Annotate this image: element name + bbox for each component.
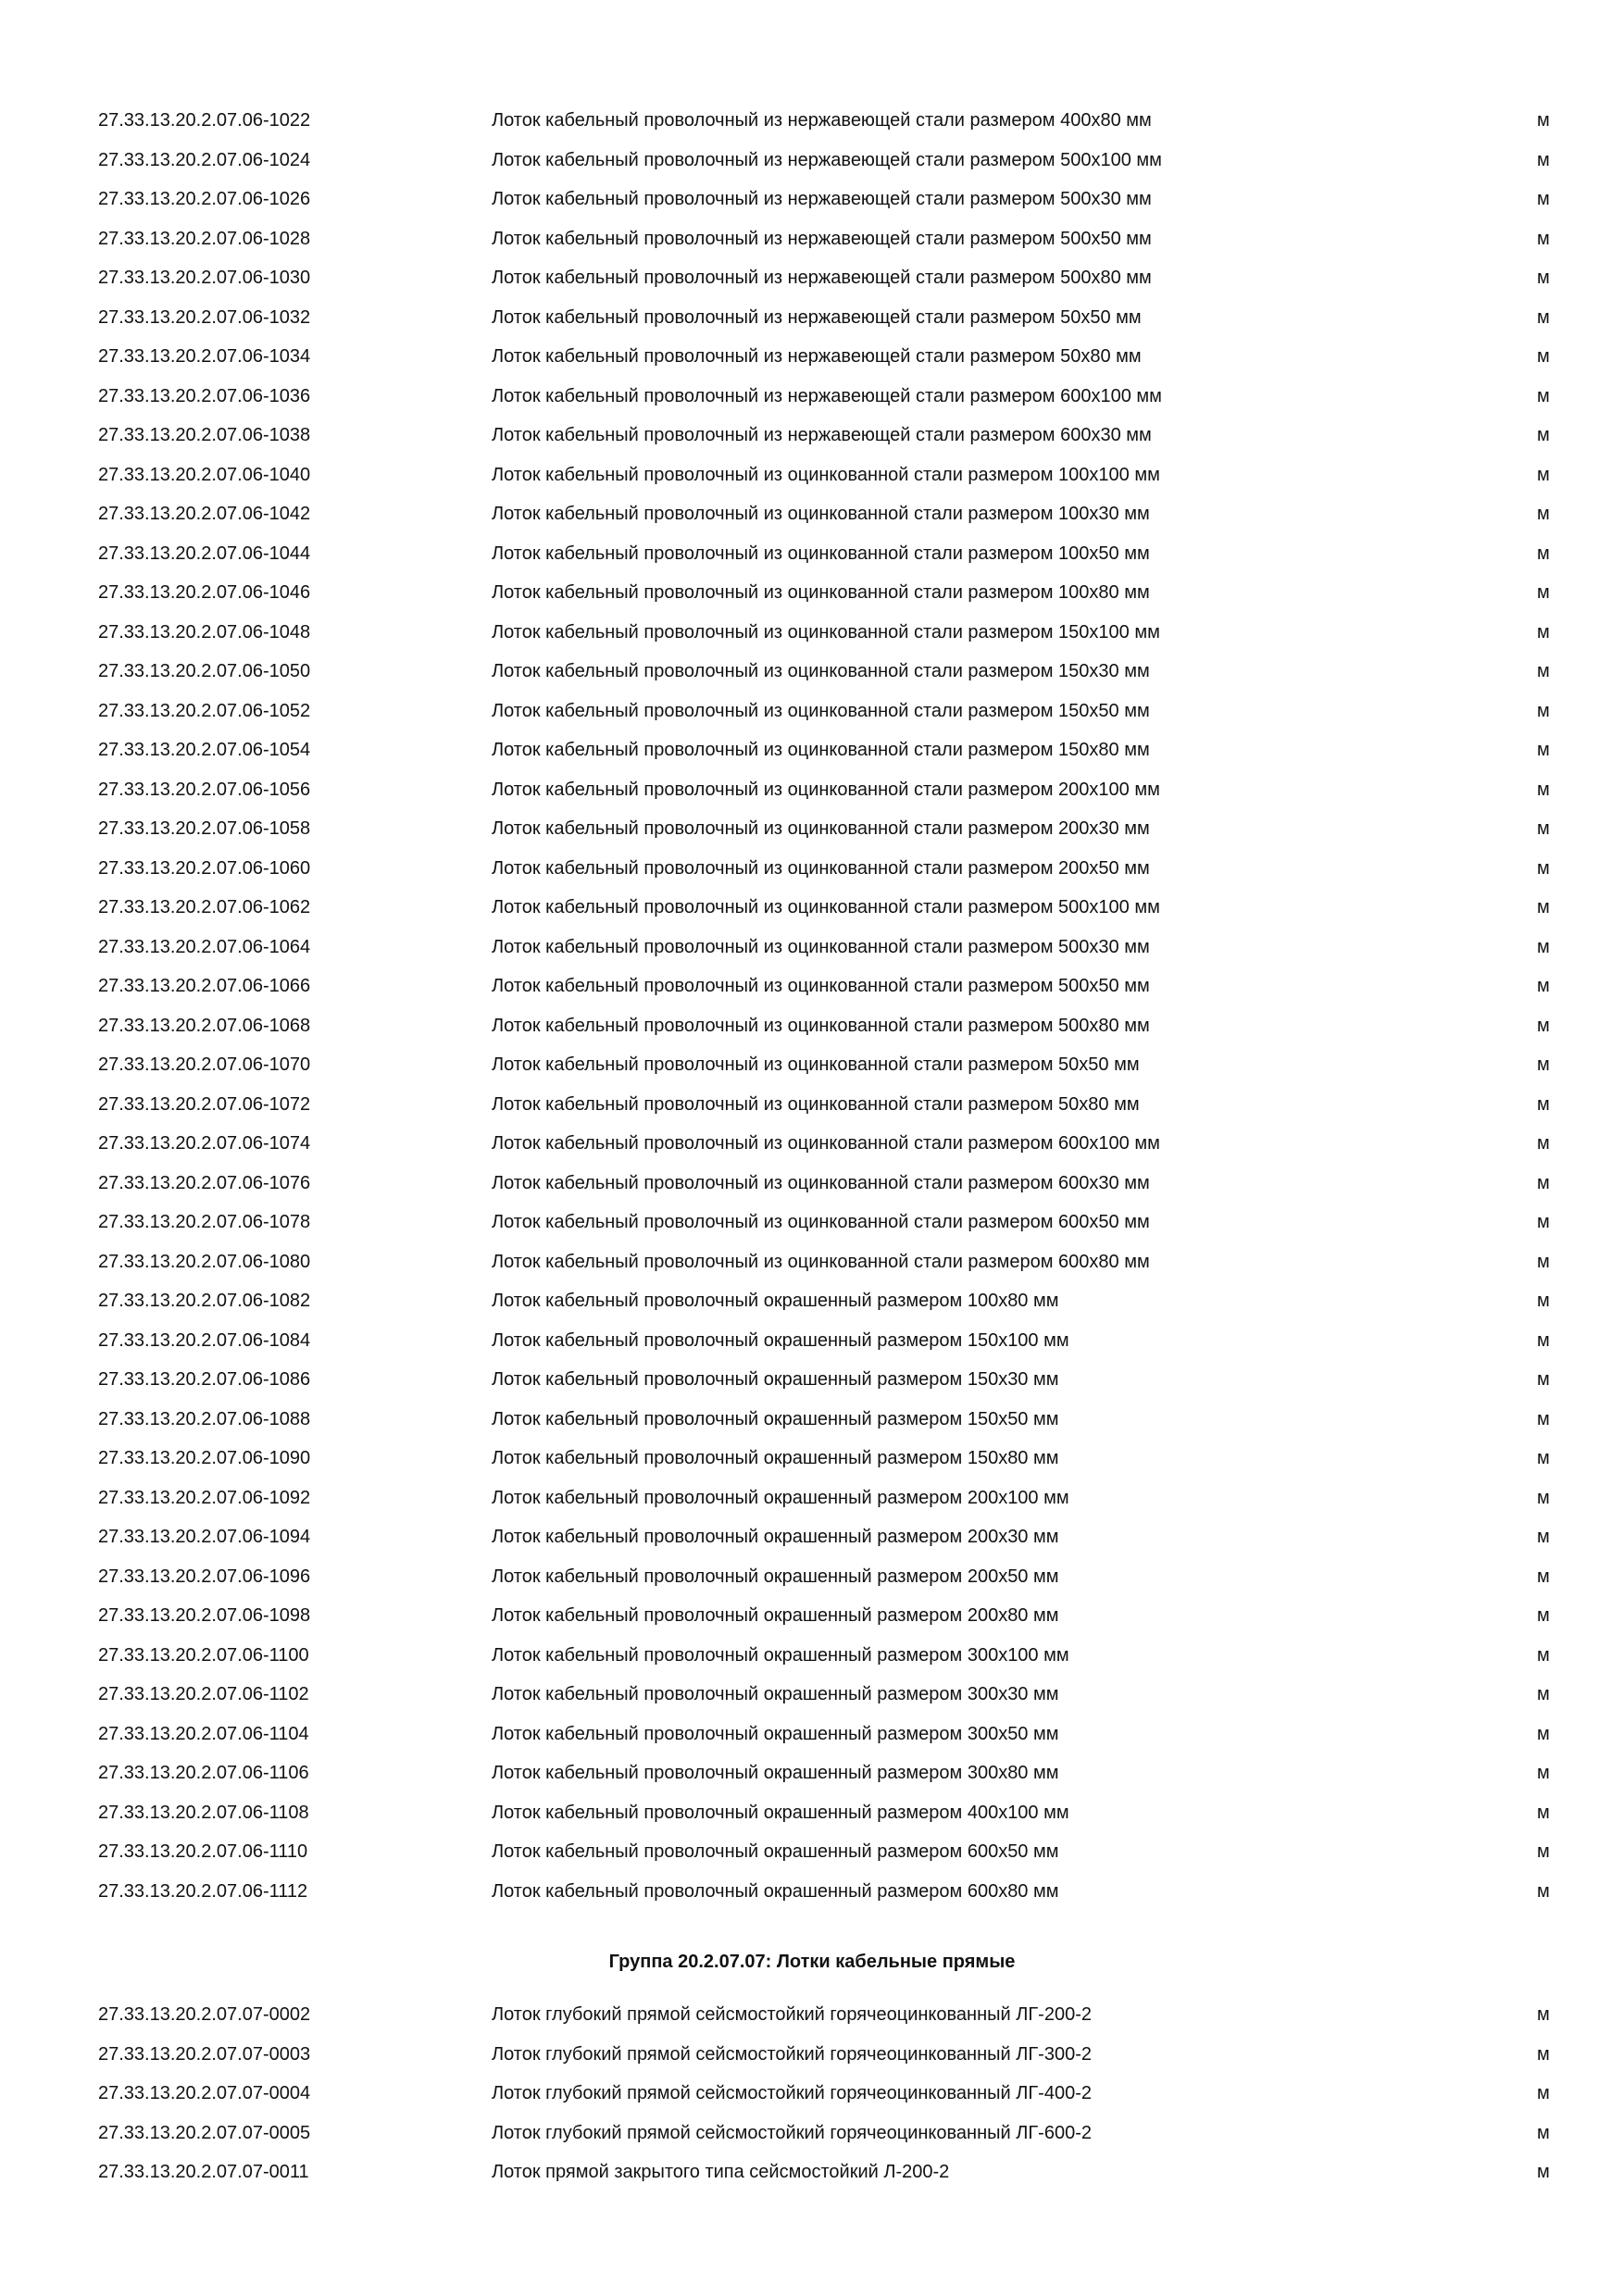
item-name: Лоток кабельный проволочный из нержавеющей стали размером 500х30 мм <box>492 189 1152 209</box>
item-unit: м <box>1537 2004 1550 2025</box>
table-row <box>0 1203 1624 1242</box>
item-code: 27.33.13.20.2.07.06-1108 <box>98 1802 309 1823</box>
item-name: Лоток кабельный проволочный из нержавеющей стали размером 50х80 мм <box>492 346 1142 367</box>
item-unit: м <box>1537 1566 1550 1587</box>
item-code: 27.33.13.20.2.07.06-1064 <box>98 936 311 957</box>
item-name: Лоток кабельный проволочный из оцинкованной стали размером 500х100 мм <box>492 897 1160 917</box>
item-unit: м <box>1537 1408 1550 1429</box>
item-code: 27.33.13.20.2.07.07-0005 <box>98 2122 311 2143</box>
item-name: Лоток кабельный проволочный окрашенный размером 200х50 мм <box>492 1566 1059 1587</box>
item-name: Лоток кабельный проволочный окрашенный размером 200х30 мм <box>492 1527 1059 1547</box>
item-name: Лоток кабельный проволочный из нержавеющей стали размером 600х30 мм <box>492 425 1152 445</box>
item-name: Лоток кабельный проволочный из нержавеющей стали размером 500х80 мм <box>492 268 1152 288</box>
item-code: 27.33.13.20.2.07.06-1092 <box>98 1487 311 1508</box>
table-row <box>0 652 1624 692</box>
item-unit: м <box>1537 740 1550 760</box>
item-name: Лоток глубокий прямой сейсмостойкий горячеоцинкованный ЛГ-400-2 <box>492 2083 1092 2103</box>
item-unit: м <box>1537 425 1550 445</box>
item-code: 27.33.13.20.2.07.06-1040 <box>98 464 311 485</box>
item-code: 27.33.13.20.2.07.06-1100 <box>98 1644 309 1666</box>
table-row <box>0 1596 1624 1636</box>
item-name: Лоток кабельный проволочный из оцинкованной стали размером 600х50 мм <box>492 1212 1150 1232</box>
table-row <box>0 377 1624 417</box>
group-heading: Группа 20.2.07.07: Лотки кабельные прямые <box>608 1952 1016 1972</box>
item-name: Лоток кабельный проволочный из оцинкованной стали размером 100х50 мм <box>492 543 1150 564</box>
table-row <box>0 1675 1624 1715</box>
item-code: 27.33.13.20.2.07.06-1022 <box>98 110 311 131</box>
item-unit: м <box>1537 268 1550 288</box>
table-row <box>0 770 1624 810</box>
table-row <box>0 2074 1624 2114</box>
item-unit: м <box>1537 1133 1550 1154</box>
item-unit: м <box>1537 1015 1550 1036</box>
item-list-group-06 <box>0 101 1624 1911</box>
table-row <box>0 1045 1624 1085</box>
item-name: Лоток кабельный проволочный из оцинкованной стали размером 200х100 мм <box>492 779 1160 800</box>
table-row <box>0 928 1624 967</box>
item-unit: м <box>1537 582 1550 603</box>
item-code: 27.33.13.20.2.07.06-1046 <box>98 582 311 603</box>
item-name: Лоток прямой закрытого типа сейсмостойкий Л-200-2 <box>492 2162 950 2182</box>
table-row <box>0 180 1624 219</box>
item-unit: м <box>1537 1093 1550 1115</box>
item-name: Лоток глубокий прямой сейсмостойкий горячеоцинкованный ЛГ-200-2 <box>492 2004 1092 2025</box>
item-name: Лоток кабельный проволочный окрашенный размером 100х80 мм <box>492 1291 1059 1311</box>
item-name: Лоток кабельный проволочный окрашенный размером 300х30 мм <box>492 1684 1059 1704</box>
item-unit: м <box>1537 1841 1550 1862</box>
table-row <box>0 849 1624 889</box>
item-code: 27.33.13.20.2.07.07-0011 <box>98 2162 309 2182</box>
item-unit: м <box>1537 2162 1550 2182</box>
item-code: 27.33.13.20.2.07.06-1074 <box>98 1133 311 1154</box>
item-code: 27.33.13.20.2.07.06-1104 <box>98 1723 309 1744</box>
table-row <box>0 2035 1624 2075</box>
item-name: Лоток кабельный проволочный из оцинкованной стали размером 600х100 мм <box>492 1133 1160 1154</box>
item-unit: м <box>1537 189 1550 209</box>
item-unit: м <box>1537 936 1550 957</box>
table-row <box>0 258 1624 298</box>
item-unit: м <box>1537 1802 1550 1823</box>
item-code: 27.33.13.20.2.07.06-1034 <box>98 346 311 367</box>
table-row <box>0 1085 1624 1125</box>
item-unit: м <box>1537 2122 1550 2143</box>
item-code: 27.33.13.20.2.07.06-1066 <box>98 976 311 996</box>
item-name: Лоток кабельный проволочный из оцинкованной стали размером 500х50 мм <box>492 976 1150 996</box>
table-row <box>0 1281 1624 1321</box>
item-name: Лоток кабельный проволочный окрашенный размером 200х100 мм <box>492 1487 1069 1508</box>
item-code: 27.33.13.20.2.07.06-1112 <box>98 1880 308 1902</box>
item-name: Лоток кабельный проволочный из оцинкованной стали размером 50х50 мм <box>492 1054 1140 1075</box>
item-code: 27.33.13.20.2.07.06-1036 <box>98 385 311 406</box>
item-unit: м <box>1537 1251 1550 1272</box>
item-unit: м <box>1537 976 1550 996</box>
item-code: 27.33.13.20.2.07.06-1030 <box>98 268 311 288</box>
table-row <box>0 1517 1624 1557</box>
table-row <box>0 1872 1624 1912</box>
table-row <box>0 1793 1624 1833</box>
item-code: 27.33.13.20.2.07.06-1024 <box>98 149 311 170</box>
item-name: Лоток кабельный проволочный окрашенный размером 600х50 мм <box>492 1841 1059 1862</box>
item-code: 27.33.13.20.2.07.06-1096 <box>98 1566 311 1587</box>
item-name: Лоток глубокий прямой сейсмостойкий горячеоцинкованный ЛГ-600-2 <box>492 2122 1092 2143</box>
item-unit: м <box>1537 621 1550 643</box>
table-row <box>0 1360 1624 1400</box>
table-row <box>0 613 1624 653</box>
table-row <box>0 101 1624 141</box>
item-code: 27.33.13.20.2.07.06-1038 <box>98 425 311 445</box>
item-name: Лоток кабельный проволочный из нержавеющей стали размером 500х100 мм <box>492 149 1162 170</box>
item-code: 27.33.13.20.2.07.06-1094 <box>98 1527 311 1547</box>
table-row <box>0 888 1624 928</box>
item-unit: м <box>1537 897 1550 917</box>
item-unit: м <box>1537 1684 1550 1704</box>
item-list-group-07 <box>0 1995 1624 2192</box>
item-code: 27.33.13.20.2.07.06-1070 <box>98 1054 311 1075</box>
item-unit: м <box>1537 779 1550 800</box>
item-name: Лоток кабельный проволочный окрашенный размером 150х80 мм <box>492 1448 1059 1468</box>
table-row <box>0 1636 1624 1676</box>
item-unit: м <box>1537 346 1550 367</box>
table-row <box>0 219 1624 259</box>
item-code: 27.33.13.20.2.07.06-1090 <box>98 1448 311 1468</box>
item-code: 27.33.13.20.2.07.06-1050 <box>98 661 311 681</box>
item-code: 27.33.13.20.2.07.06-1062 <box>98 897 311 917</box>
item-unit: м <box>1537 1527 1550 1547</box>
table-row <box>0 2114 1624 2153</box>
item-name: Лоток кабельный проволочный из оцинкованной стали размером 150х100 мм <box>492 621 1160 643</box>
table-row <box>0 1439 1624 1479</box>
item-name: Лоток кабельный проволочный из оцинкованной стали размером 500х30 мм <box>492 936 1150 957</box>
item-code: 27.33.13.20.2.07.06-1086 <box>98 1369 311 1390</box>
table-row <box>0 298 1624 338</box>
item-name: Лоток кабельный проволочный из оцинкованной стали размером 100х80 мм <box>492 582 1150 603</box>
item-unit: м <box>1537 1369 1550 1390</box>
item-unit: м <box>1537 2083 1550 2103</box>
table-row <box>0 1995 1624 2035</box>
item-name: Лоток кабельный проволочный из оцинкованной стали размером 150х80 мм <box>492 740 1150 760</box>
table-row <box>0 1400 1624 1440</box>
item-code: 27.33.13.20.2.07.06-1026 <box>98 189 311 209</box>
item-unit: м <box>1537 149 1550 170</box>
table-row <box>0 967 1624 1006</box>
item-name: Лоток кабельный проволочный окрашенный размером 150х50 мм <box>492 1408 1059 1429</box>
item-name: Лоток кабельный проволочный из оцинкованной стали размером 150х30 мм <box>492 661 1150 681</box>
item-code: 27.33.13.20.2.07.06-1060 <box>98 857 311 879</box>
item-code: 27.33.13.20.2.07.06-1110 <box>98 1841 308 1862</box>
table-row <box>0 809 1624 849</box>
item-code: 27.33.13.20.2.07.06-1098 <box>98 1605 311 1626</box>
item-code: 27.33.13.20.2.07.06-1102 <box>98 1684 309 1704</box>
table-row <box>0 1715 1624 1754</box>
item-code: 27.33.13.20.2.07.06-1082 <box>98 1291 311 1311</box>
item-unit: м <box>1537 1763 1550 1783</box>
item-code: 27.33.13.20.2.07.06-1076 <box>98 1172 311 1193</box>
item-name: Лоток кабельный проволочный из оцинкованной стали размером 500х80 мм <box>492 1015 1150 1036</box>
table-row <box>0 573 1624 613</box>
item-unit: м <box>1537 1487 1550 1508</box>
item-unit: м <box>1537 1291 1550 1311</box>
item-code: 27.33.13.20.2.07.06-1048 <box>98 621 311 643</box>
item-unit: м <box>1537 464 1550 485</box>
table-row <box>0 1321 1624 1361</box>
table-row <box>0 1479 1624 1518</box>
item-code: 27.33.13.20.2.07.06-1052 <box>98 700 311 721</box>
item-name: Лоток кабельный проволочный окрашенный размером 300х50 мм <box>492 1723 1059 1744</box>
item-name: Лоток кабельный проволочный из оцинкованной стали размером 100х100 мм <box>492 464 1160 485</box>
table-row <box>0 730 1624 770</box>
item-name: Лоток кабельный проволочный из нержавеющей стали размером 50х50 мм <box>492 306 1142 328</box>
item-unit: м <box>1537 857 1550 879</box>
table-row <box>0 2152 1624 2192</box>
item-name: Лоток кабельный проволочный окрашенный размером 150х100 мм <box>492 1329 1069 1351</box>
table-row <box>0 692 1624 731</box>
item-code: 27.33.13.20.2.07.06-1056 <box>98 779 311 800</box>
item-name: Лоток кабельный проволочный из оцинкованной стали размером 150х50 мм <box>492 700 1150 721</box>
item-name: Лоток кабельный проволочный из нержавеющей стали размером 500х50 мм <box>492 228 1152 249</box>
table-row <box>0 337 1624 377</box>
item-code: 27.33.13.20.2.07.06-1058 <box>98 818 311 839</box>
item-unit: м <box>1537 1605 1550 1626</box>
item-code: 27.33.13.20.2.07.06-1084 <box>98 1329 311 1351</box>
item-unit: м <box>1537 1723 1550 1744</box>
item-name: Лоток кабельный проволочный из оцинкованной стали размером 50х80 мм <box>492 1093 1140 1115</box>
table-row <box>0 534 1624 574</box>
item-unit: м <box>1537 385 1550 406</box>
table-row <box>0 141 1624 181</box>
item-unit: м <box>1537 661 1550 681</box>
item-code: 27.33.13.20.2.07.06-1078 <box>98 1212 311 1232</box>
item-code: 27.33.13.20.2.07.06-1054 <box>98 740 311 760</box>
item-unit: м <box>1537 1329 1550 1351</box>
table-row <box>0 1006 1624 1046</box>
table-row <box>0 494 1624 534</box>
item-name: Лоток кабельный проволочный из оцинкованной стали размером 200х50 мм <box>492 857 1150 879</box>
item-unit: м <box>1537 543 1550 564</box>
table-row <box>0 1832 1624 1872</box>
item-name: Лоток кабельный проволочный окрашенный размером 400х100 мм <box>492 1802 1069 1823</box>
table-row <box>0 1557 1624 1597</box>
item-code: 27.33.13.20.2.07.06-1042 <box>98 504 311 524</box>
item-unit: м <box>1537 1644 1550 1666</box>
item-unit: м <box>1537 1880 1550 1902</box>
item-name: Лоток кабельный проволочный окрашенный размером 600х80 мм <box>492 1880 1059 1902</box>
item-code: 27.33.13.20.2.07.07-0003 <box>98 2043 311 2065</box>
item-name: Лоток кабельный проволочный из нержавеющей стали размером 400х80 мм <box>492 110 1152 131</box>
item-name: Лоток кабельный проволочный окрашенный размером 300х100 мм <box>492 1644 1069 1666</box>
item-unit: м <box>1537 1212 1550 1232</box>
table-row <box>0 1124 1624 1164</box>
item-unit: м <box>1537 110 1550 131</box>
item-code: 27.33.13.20.2.07.06-1032 <box>98 306 311 328</box>
item-name: Лоток кабельный проволочный окрашенный размером 300х80 мм <box>492 1763 1059 1783</box>
item-unit: м <box>1537 818 1550 839</box>
item-code: 27.33.13.20.2.07.06-1044 <box>98 543 311 564</box>
item-unit: м <box>1537 1448 1550 1468</box>
item-code: 27.33.13.20.2.07.07-0004 <box>98 2083 311 2103</box>
item-code: 27.33.13.20.2.07.06-1088 <box>98 1408 311 1429</box>
item-code: 27.33.13.20.2.07.06-1106 <box>98 1763 309 1783</box>
item-name: Лоток кабельный проволочный окрашенный размером 200х80 мм <box>492 1605 1059 1626</box>
item-name: Лоток кабельный проволочный из нержавеющей стали размером 600х100 мм <box>492 385 1162 406</box>
item-unit: м <box>1537 228 1550 249</box>
table-row <box>0 1164 1624 1204</box>
item-unit: м <box>1537 2043 1550 2065</box>
item-name: Лоток кабельный проволочный из оцинкованной стали размером 200х30 мм <box>492 818 1150 839</box>
item-code: 27.33.13.20.2.07.06-1028 <box>98 228 311 249</box>
item-name: Лоток кабельный проволочный из оцинкованной стали размером 600х30 мм <box>492 1172 1150 1193</box>
item-unit: м <box>1537 1172 1550 1193</box>
item-code: 27.33.13.20.2.07.06-1068 <box>98 1015 311 1036</box>
table-row <box>0 1242 1624 1282</box>
item-name: Лоток кабельный проволочный из оцинкованной стали размером 100х30 мм <box>492 504 1150 524</box>
table-row <box>0 455 1624 495</box>
item-name: Лоток кабельный проволочный окрашенный размером 150х30 мм <box>492 1369 1059 1390</box>
item-unit: м <box>1537 504 1550 524</box>
item-name: Лоток глубокий прямой сейсмостойкий горячеоцинкованный ЛГ-300-2 <box>492 2043 1092 2065</box>
item-name: Лоток кабельный проволочный из оцинкованной стали размером 600х80 мм <box>492 1251 1150 1272</box>
item-code: 27.33.13.20.2.07.06-1072 <box>98 1093 311 1115</box>
table-row <box>0 1753 1624 1793</box>
item-unit: м <box>1537 1054 1550 1075</box>
item-code: 27.33.13.20.2.07.06-1080 <box>98 1251 311 1272</box>
item-unit: м <box>1537 306 1550 328</box>
table-row <box>0 416 1624 455</box>
item-unit: м <box>1537 700 1550 721</box>
item-code: 27.33.13.20.2.07.07-0002 <box>98 2004 311 2025</box>
